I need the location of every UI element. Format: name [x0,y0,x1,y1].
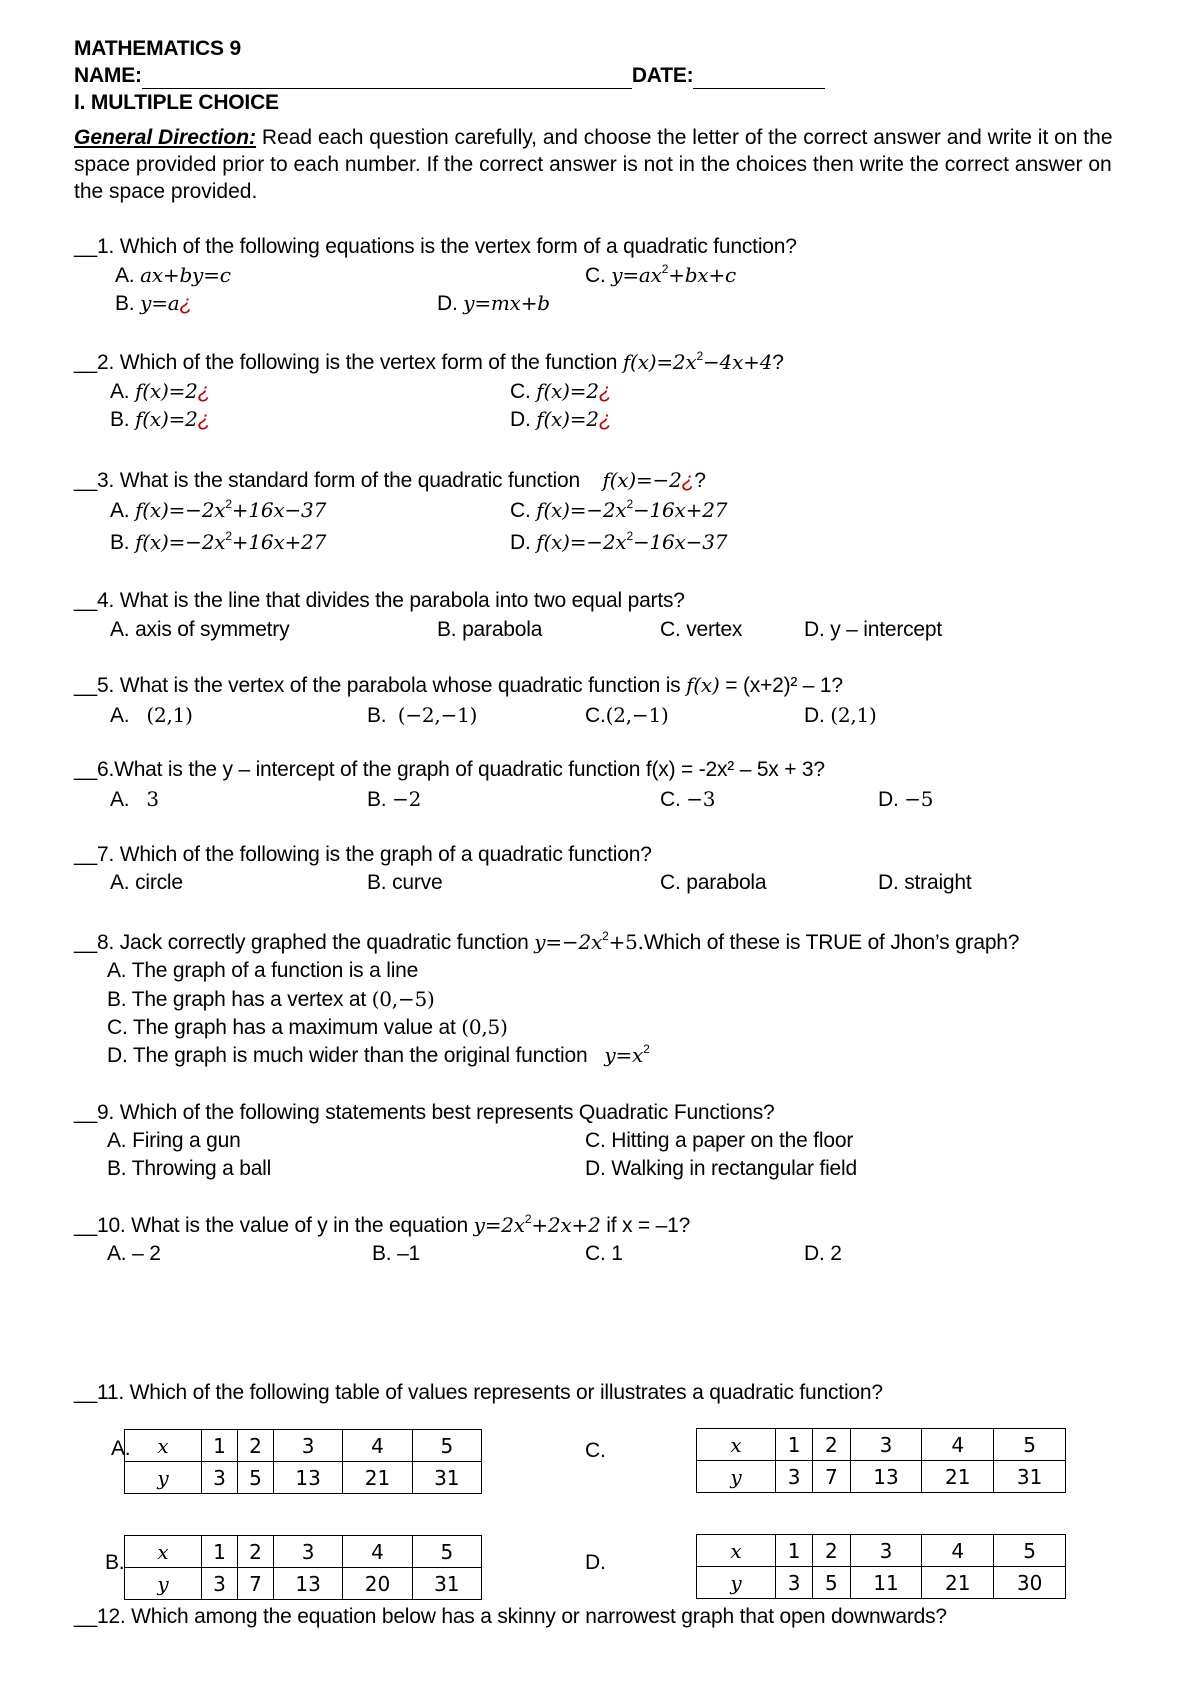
x-header: x [125,1430,202,1462]
question-text: __8. Jack correctly graphed the quadratic function [74,931,529,954]
function-expr: y=2x [473,1213,525,1237]
exponent: 2 [643,1042,650,1056]
q2-choice-b [110,406,210,433]
exponent: 2 [225,497,232,511]
q6-choice-a [110,786,159,813]
table-cell: 2 [813,1429,850,1461]
q4-choice-c: C. vertex [660,618,743,641]
choice-expr: (2,1) [830,703,877,727]
table-cell: 2 [237,1536,273,1568]
choice-expr: (2,−1) [605,703,669,727]
q5-choice-c [585,702,669,729]
function-expr: y=−2x [534,930,603,954]
q8-choice-a: A. The graph of a function is a line [107,959,419,982]
q10-choice-c: C. 1 [585,1242,623,1265]
exponent: 2 [524,1212,532,1226]
q1-choice-a [115,262,231,289]
choice-label: D. [878,788,899,811]
function-expr-tail: = (x+2)² – 1? [719,674,843,697]
choice-text: D. The graph is much wider than the original function [107,1044,588,1067]
table-cell: 4 [922,1429,994,1461]
table-cell: 3 [202,1568,238,1600]
name-label: NAME: [74,64,142,87]
choice-label: A. [110,380,130,403]
direction-label: General Direction: [74,126,257,149]
y-header: y [125,1462,202,1494]
table-cell: 5 [994,1429,1066,1461]
table-cell: 1 [202,1536,238,1568]
table-cell: 20 [343,1568,412,1600]
question-mark: ? [694,469,706,492]
q2-choice-d [510,406,611,433]
table-cell: 21 [922,1461,994,1493]
question-3 [74,467,706,494]
choice-expr: 3 [146,787,159,811]
table-row-y [125,1568,482,1600]
name-date-line [74,63,825,89]
q7-choice-d: D. straight [878,871,972,894]
table-cell: 31 [994,1461,1066,1493]
choice-expr: (−2,−1) [397,703,478,727]
q11-label-d: D. [585,1551,606,1574]
choice-expr: y=ax [611,263,662,287]
question-11: __11. Which of the following table of values represents or illustrates a quadratic function? [74,1381,883,1404]
question-4: __4. What is the line that divides the parabola into two equal parts? [74,589,685,612]
choice-expr: f(x)=−2x [536,498,627,522]
x-header: x [697,1535,776,1567]
name-blank[interactable] [142,70,632,89]
table-cell: 1 [776,1429,813,1461]
y-header: y [697,1461,776,1493]
choice-expr-tail: −16x+27 [632,498,728,522]
choice-expr: f(x)=2 [135,407,198,431]
q11-label-c: C. [585,1439,606,1462]
q6-choice-b [367,786,421,813]
choice-expr: y=mx+b [463,291,550,315]
question-8 [74,929,1019,956]
x-header: x [697,1429,776,1461]
broken-glyph: ¿ [681,469,695,492]
choice-label: D. [510,531,531,554]
q11-table-d [696,1534,1066,1599]
table-cell: 31 [412,1462,481,1494]
choice-expr: f(x)=−2x [135,530,226,554]
table-cell: 4 [922,1535,994,1567]
choice-label: C. [585,704,606,727]
q9-choice-c: C. Hitting a paper on the floor [585,1129,854,1152]
q3-choice-d [510,529,727,556]
table-cell: 4 [343,1430,412,1462]
choice-expr: f(x)=−2x [536,530,627,554]
table-cell: 21 [922,1567,994,1599]
choice-expr: f(x)=2 [536,379,599,403]
table-cell: 3 [202,1462,238,1494]
table-row-x [125,1536,482,1568]
table-cell: 7 [237,1568,273,1600]
choice-label: D. [804,704,825,727]
table-row-y [697,1461,1066,1493]
choice-expr: (0,5) [461,1015,508,1039]
table-cell: 3 [850,1535,922,1567]
table-cell: 21 [343,1462,412,1494]
exponent: 2 [602,929,609,943]
table-cell: 3 [850,1429,922,1461]
q3-choice-c [510,497,727,524]
choice-expr-tail: +16x+27 [231,530,327,554]
table-cell: 13 [273,1568,342,1600]
direction-text: Read each question carefully, and choose the letter of the correct answer and write it on the space provided prior to each number. If the correct answer is not in the choices then write the correct answer on the space provided. [74,126,1113,203]
q8-choice-c [107,1014,508,1041]
q8-choice-b [107,986,435,1013]
table-cell: 13 [273,1462,342,1494]
choice-label: D. [510,408,531,431]
choice-label: A. [110,499,130,522]
table-cell: 5 [412,1430,481,1462]
q11-table-a [124,1429,482,1494]
q9-choice-a: A. Firing a gun [107,1129,241,1152]
choice-expr: f(x)=2 [135,379,198,403]
choice-expr: (0,−5) [371,987,435,1011]
question-2 [74,349,784,376]
q1-choice-c [585,262,736,289]
q4-choice-a: A. axis of symmetry [110,618,290,641]
q11-table-b [124,1535,482,1600]
choice-label: C. [660,788,681,811]
table-cell: 31 [412,1568,481,1600]
table-cell: 1 [776,1535,813,1567]
exponent: 2 [696,349,703,363]
question-9: __9. Which of the following statements best represents Quadratic Functions? [74,1101,775,1124]
table-row-y [125,1462,482,1494]
choice-label: B. [367,704,387,727]
choice-label: C. [585,264,606,287]
question-10 [74,1212,690,1239]
question-6: __6.What is the y – intercept of the graph of quadratic function f(x) = -2x² – 5x + 3? [74,758,825,781]
table-cell: 30 [994,1567,1066,1599]
choice-expr: y=x [604,1043,644,1067]
y-header: y [125,1568,202,1600]
function-expr-tail: −4x+4 [703,350,773,374]
question-text: __2. Which of the following is the vertex form of the function [74,351,618,374]
table-cell: 13 [850,1461,922,1493]
q1-choice-b [115,290,192,317]
table-row-x [697,1429,1066,1461]
table-cell: 3 [273,1430,342,1462]
q7-choice-b: B. curve [367,871,443,894]
q8-choice-d [107,1042,650,1069]
q1-choice-d [437,290,550,317]
choice-expr: ax+by=c [140,263,231,287]
choice-expr: f(x)=2 [536,407,599,431]
choice-label: B. [110,408,130,431]
choice-label: D. [437,292,458,315]
table-row-x [697,1535,1066,1567]
q9-choice-d: D. Walking in rectangular field [585,1157,857,1180]
function-expr: f(x)=2x [622,350,697,374]
choice-label: B. [110,531,130,554]
question-text-tail: if x = –1? [600,1214,691,1237]
table-cell: 3 [776,1567,813,1599]
q11-label-b: B. [105,1551,125,1574]
table-cell: 4 [343,1536,412,1568]
choice-label: A. [110,788,130,811]
function-expr: f(x)=−2 [602,468,682,492]
general-direction [74,124,1134,205]
question-text: __3. What is the standard form of the quadratic function [74,469,580,492]
choice-text: C. The graph has a maximum value at [107,1016,456,1039]
question-text: __10. What is the value of y in the equation [74,1214,468,1237]
table-cell: 3 [273,1536,342,1568]
broken-glyph: ¿ [598,408,612,431]
choice-label: C. [510,499,531,522]
date-blank[interactable] [693,70,825,89]
table-cell: 5 [412,1536,481,1568]
section-title: I. MULTIPLE CHOICE [74,91,279,114]
choice-label: C. [510,380,531,403]
choice-label: A. [115,264,135,287]
x-header: x [125,1536,202,1568]
q7-choice-c: C. parabola [660,871,767,894]
choice-expr-tail: +16x−37 [231,498,327,522]
subject-title: MATHEMATICS 9 [74,37,241,60]
broken-glyph: ¿ [197,408,211,431]
choice-expr: (2,1) [146,703,193,727]
q7-choice-a: A. circle [110,871,183,894]
choice-expr: −5 [904,787,934,811]
function-expr-tail: +2x+2 [531,1213,601,1237]
q11-label-a: A. [111,1437,131,1460]
q10-choice-b: B. –1 [372,1242,421,1265]
question-7: __7. Which of the following is the graph of a quadratic function? [74,843,652,866]
choice-text: B. The graph has a vertex at [107,988,367,1011]
q5-choice-b [367,702,477,729]
choice-expr: y=a [140,291,180,315]
table-cell: 2 [237,1430,273,1462]
question-text: __5. What is the vertex of the parabola whose quadratic function is [74,674,681,697]
date-label: DATE: [631,64,694,87]
exponent: 2 [661,262,669,276]
exponent: 2 [626,497,633,511]
choice-expr: −3 [686,787,716,811]
table-cell: 5 [813,1567,850,1599]
table-cell: 11 [850,1567,922,1599]
q4-choice-d: D. y – intercept [804,618,943,641]
q4-choice-b: B. parabola [437,618,543,641]
choice-label: A. [110,704,130,727]
question-12: __12. Which among the equation below has a skinny or narrowest graph that open downwards? [74,1605,947,1628]
q10-choice-d: D. 2 [804,1242,842,1265]
question-mark: ? [772,351,784,374]
table-cell: 2 [813,1535,850,1567]
q9-choice-b: B. Throwing a ball [107,1157,272,1180]
q6-choice-d [878,786,933,813]
table-row-x [125,1430,482,1462]
choice-label: B. [367,788,387,811]
exponent: 2 [626,529,633,543]
q5-choice-a [110,702,193,729]
choice-expr-tail: +bx+c [668,263,737,287]
broken-glyph: ¿ [179,292,193,315]
table-cell: 1 [202,1430,238,1462]
broken-glyph: ¿ [197,380,211,403]
q6-choice-c [660,786,715,813]
q11-table-c [696,1428,1066,1493]
table-cell: 5 [994,1535,1066,1567]
y-header: y [697,1567,776,1599]
exponent: 2 [225,529,232,543]
q5-choice-d [804,702,877,729]
q10-choice-a: A. – 2 [107,1242,161,1265]
function-expr: f(x) [686,673,720,697]
broken-glyph: ¿ [598,380,612,403]
question-5 [74,672,843,699]
table-cell: 5 [237,1462,273,1494]
q3-choice-a [110,497,326,524]
q2-choice-a [110,378,210,405]
q2-choice-c [510,378,611,405]
table-row-y [697,1567,1066,1599]
table-cell: 7 [813,1461,850,1493]
choice-expr-tail: −16x−37 [632,530,728,554]
function-expr-tail: +5. [608,930,644,954]
question-text-tail: Which of these is TRUE of Jhon’s graph? [643,931,1020,954]
q3-choice-b [110,529,326,556]
question-1: __1. Which of the following equations is the vertex form of a quadratic function? [74,235,797,258]
table-cell: 3 [776,1461,813,1493]
choice-expr: −2 [392,787,422,811]
choice-expr: f(x)=−2x [135,498,226,522]
choice-label: B. [115,292,135,315]
